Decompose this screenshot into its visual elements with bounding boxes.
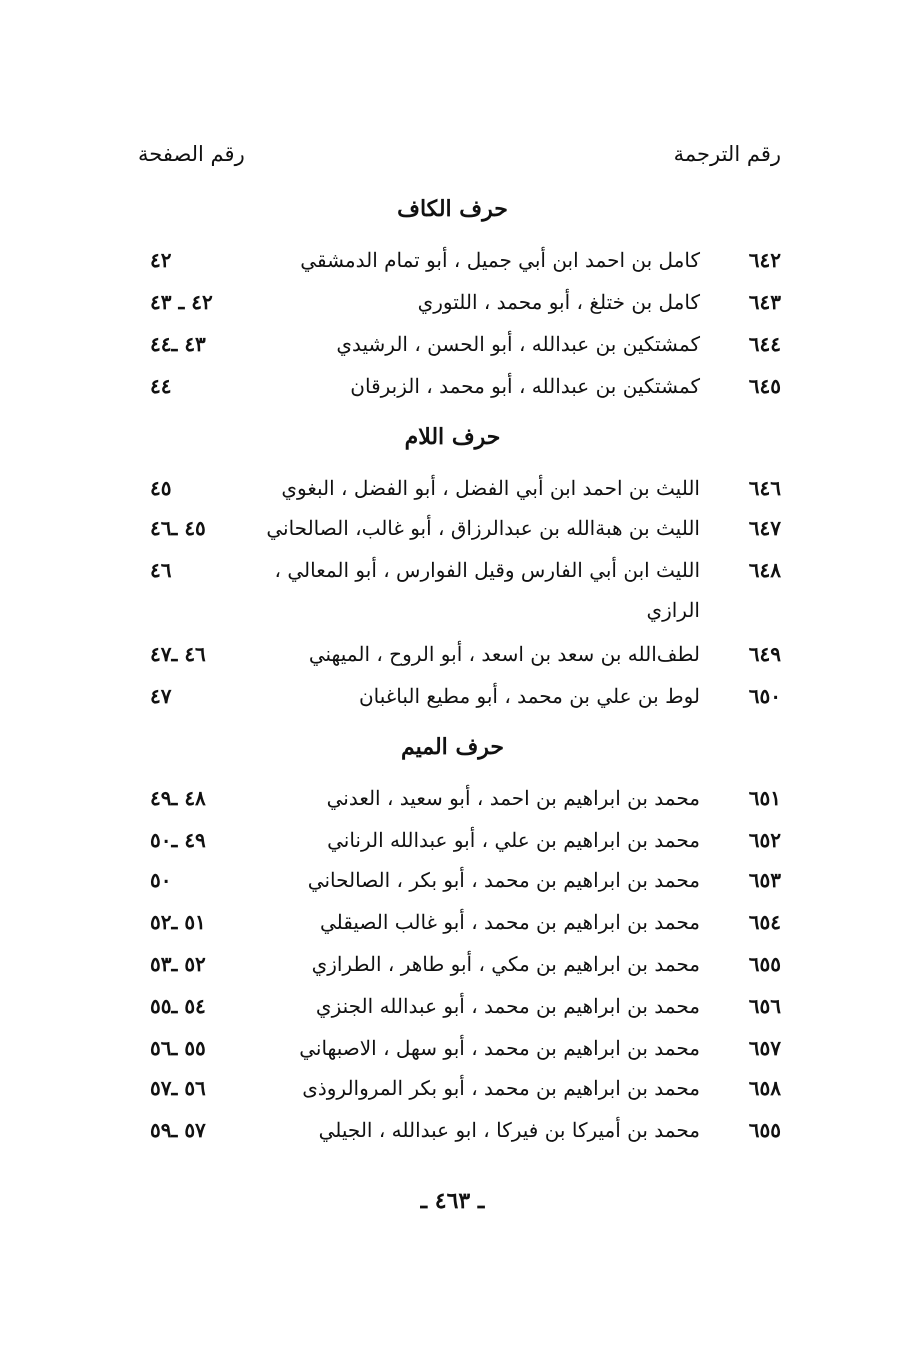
- entry-name: محمد بن ابراهيم بن علي ، أبو عبدالله الرناني: [327, 828, 700, 852]
- entry-name: الليث بن هبةالله بن عبدالرزاق ، أبو غالب، الصالحاني: [266, 516, 700, 540]
- entry-name: محمد بن ابراهيم بن محمد ، أبو عبدالله الجنزي: [315, 994, 700, 1018]
- page-number-column-header: رقم الصفحة: [138, 142, 245, 166]
- entry-pages: ٥٤ ـ٥٥: [150, 994, 206, 1018]
- entry-pages: ٤٢ ـ ٤٣: [150, 290, 213, 314]
- entry-name: محمد بن أميركا بن فيركا ، ابو عبدالله ، الجيلي: [318, 1118, 700, 1142]
- index-entry: [0, 516, 905, 556]
- index-entry: [0, 248, 905, 288]
- index-entry: [0, 868, 905, 908]
- entry-pages: ٤٥ ـ٤٦: [150, 516, 206, 540]
- entry-pages: ٤٨ ـ٤٩: [150, 786, 206, 810]
- entry-number: ٦٥٢: [748, 828, 781, 852]
- entry-name: كمشتكين بن عبدالله ، أبو الحسن ، الرشيدي: [336, 332, 700, 356]
- entry-number: ٦٤٣: [748, 290, 781, 314]
- index-entry: [0, 290, 905, 330]
- entry-pages: ٤٦ ـ٤٧: [150, 642, 206, 666]
- entry-pages: ٥٥ ـ٥٦: [150, 1036, 206, 1060]
- entry-number: ٦٥٠: [748, 684, 781, 708]
- entry-number: ٦٤٧: [748, 516, 781, 540]
- entry-number: ٦٤٦: [748, 476, 781, 500]
- entry-number: ٦٤٤: [748, 332, 781, 356]
- entry-pages: ٥١ ـ٥٢: [150, 910, 206, 934]
- entry-pages: ٤٩ ـ٥٠: [150, 828, 206, 852]
- entry-name: كامل بن ختلغ ، أبو محمد ، اللتوري: [417, 290, 700, 314]
- entry-name: الليث بن احمد ابن أبي الفضل ، أبو الفضل ، البغوي: [281, 476, 700, 500]
- index-entry: [0, 476, 905, 516]
- index-entry: [0, 786, 905, 826]
- index-entry: [0, 642, 905, 682]
- entry-number: ٦٥٤: [748, 910, 781, 934]
- entry-name: محمد بن ابراهيم بن احمد ، أبو سعيد ، العدني: [326, 786, 700, 810]
- entry-name: الليث ابن أبي الفارس وقيل الفوارس ، أبو المعالي ،: [274, 558, 700, 582]
- index-entry: [0, 332, 905, 372]
- folio-page-number: ـ ٤٦٣ ـ: [420, 1188, 485, 1214]
- entry-name: لوط بن علي بن محمد ، أبو مطيع الباغبان: [358, 684, 700, 708]
- entry-number: ٦٤٥: [748, 374, 781, 398]
- entry-pages: ٥٧ ـ٥٩: [150, 1118, 206, 1142]
- entry-pages: ٥٠: [150, 868, 172, 892]
- index-entry: [0, 374, 905, 414]
- entry-number: ٦٥٥: [748, 1118, 781, 1142]
- entry-name: محمد بن ابراهيم بن محمد ، أبو بكر المروالروذى: [302, 1076, 700, 1100]
- entry-pages: ٤٦: [150, 558, 172, 582]
- index-entry: [0, 910, 905, 950]
- entry-name: كمشتكين بن عبدالله ، أبو محمد ، الزبرقان: [350, 374, 700, 398]
- entry-name: محمد بن ابراهيم بن محمد ، أبو سهل ، الاصبهاني: [299, 1036, 700, 1060]
- index-entry: [0, 1036, 905, 1076]
- entry-name: كامل بن احمد ابن أبي جميل ، أبو تمام الدمشقي: [300, 248, 700, 272]
- entry-name: محمد بن ابراهيم بن محمد ، أبو بكر ، الصالحاني: [307, 868, 700, 892]
- entry-pages: ٤٣ ـ٤٤: [150, 332, 206, 356]
- index-entry: [0, 828, 905, 868]
- entry-name: محمد بن ابراهيم بن محمد ، أبو غالب الصيقلي: [319, 910, 700, 934]
- entry-name: محمد بن ابراهيم بن مكي ، أبو طاهر ، الطرازي: [311, 952, 700, 976]
- entry-number: ٦٥١: [748, 786, 781, 810]
- entry-pages: ٥٢ ـ٥٣: [150, 952, 206, 976]
- entry-number: ٦٤٨: [748, 558, 781, 582]
- index-entry: [0, 1118, 905, 1158]
- entry-name: لطف‌الله بن سعد بن اسعد ، أبو الروح ، الميهني: [308, 642, 700, 666]
- entry-name-continuation: الرازي: [646, 598, 700, 622]
- index-entry: [0, 1076, 905, 1116]
- entry-number: ٦٥٥: [748, 952, 781, 976]
- index-entry: [0, 558, 905, 598]
- entry-number-column-header: رقم الترجمة: [673, 142, 781, 166]
- entry-number: ٦٤٢: [748, 248, 781, 272]
- index-entry: [0, 994, 905, 1034]
- section-title-lam: حرف اللام: [404, 424, 501, 450]
- entry-pages: ٤٢: [150, 248, 172, 272]
- entry-number: ٦٤٩: [748, 642, 781, 666]
- entry-pages: ٥٦ ـ٥٧: [150, 1076, 206, 1100]
- entry-number: ٦٥٦: [748, 994, 781, 1018]
- entry-number: ٦٥٧: [748, 1036, 781, 1060]
- section-title-kaf: حرف الكاف: [397, 196, 508, 222]
- entry-pages: ٤٤: [150, 374, 172, 398]
- index-entry: [0, 684, 905, 724]
- entry-number: ٦٥٣: [748, 868, 781, 892]
- entry-pages: ٤٧: [150, 684, 172, 708]
- entry-number: ٦٥٨: [748, 1076, 781, 1100]
- index-entry: [0, 952, 905, 992]
- entry-pages: ٤٥: [150, 476, 172, 500]
- section-title-mim: حرف الميم: [400, 734, 505, 760]
